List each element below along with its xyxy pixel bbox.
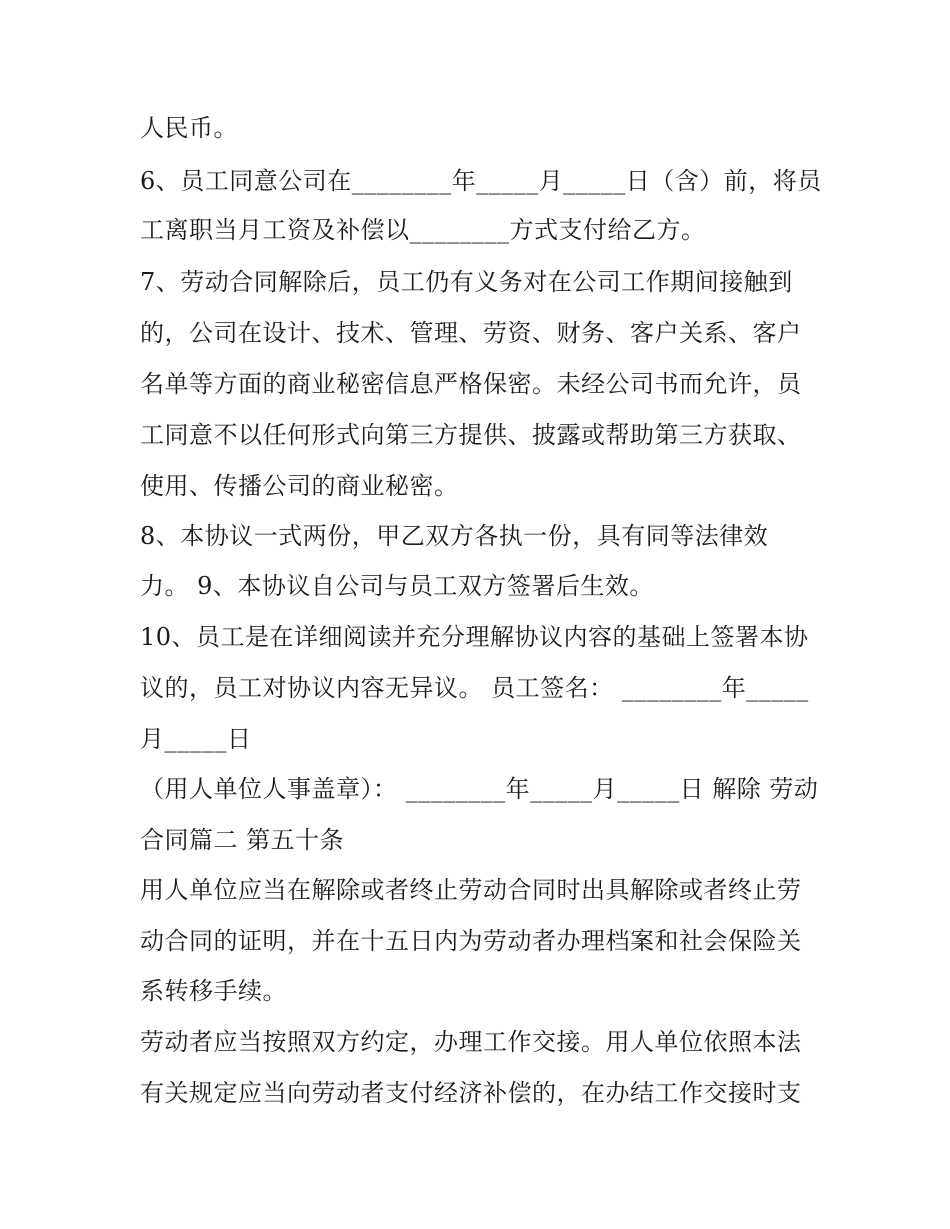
text-line: 名单等方面的商业秘密信息严格保密。未经公司书而允许，员 (140, 370, 802, 398)
text-line: 力。 9、本协议自公司与员工双方签署后生效。 (140, 572, 654, 600)
text-line: 使用、传播公司的商业秘密。 (140, 472, 459, 500)
text-line: 6、员工同意公司在________年_____月_____日（含）前，将员 (140, 167, 822, 195)
text-line: 工离职当月工资及补偿以________方式支付给乙方。 (140, 216, 706, 244)
text-line: （用人单位人事盖章）： ________年_____月_____日 解除 劳动 (140, 775, 819, 803)
text-line: 系转移手续。 (140, 977, 287, 1005)
text-line: 用人单位应当在解除或者终止劳动合同时出具解除或者终止劳 (140, 876, 802, 904)
text-line: 10、员工是在详细阅读并充分理解协议内容的基础上签署本协 (140, 623, 809, 651)
text-line: 8、本协议一式两份，甲乙双方各执一份，具有同等法律效 (140, 522, 769, 550)
text-line: 劳动者应当按照双方约定，办理工作交接。用人单位依照本法 (140, 1028, 802, 1056)
text-line: 工同意不以任何形式向第三方提供、披露或帮助第三方获取、 (140, 421, 802, 449)
text-line: 月_____日 (140, 725, 252, 753)
text-line: 议的，员工对协议内容无异议。 员工签名： ________年_____ (140, 674, 809, 702)
text-line: 动合同的证明，并在十五日内为劳动者办理档案和社会保险关 (140, 927, 802, 955)
text-line: 合同篇二 第五十条 (140, 826, 345, 854)
text-line: 有关规定应当向劳动者支付经济补偿的，在办结工作交接时支 (140, 1079, 802, 1107)
text-line: 7、劳动合同解除后，员工仍有义务对在公司工作期间接触到 (140, 268, 793, 296)
text-line: 人民币。 (140, 114, 238, 142)
text-line: 的，公司在设计、技术、管理、劳资、财务、客户关系、客户 (140, 319, 802, 347)
